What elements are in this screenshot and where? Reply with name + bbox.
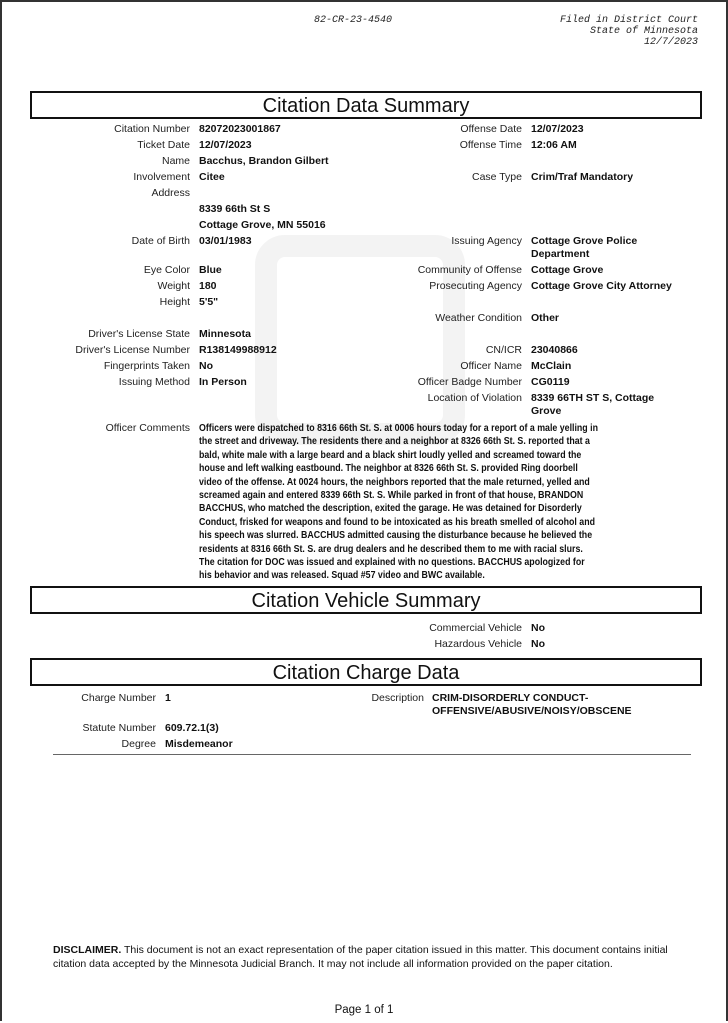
field-value: Other bbox=[531, 312, 560, 324]
degree: Misdemeanor bbox=[165, 738, 233, 750]
section-title-citation-data: Citation Data Summary bbox=[30, 91, 702, 119]
field-label: Date of Birth bbox=[131, 235, 190, 247]
field-label: Involvement bbox=[133, 171, 190, 183]
charge-number: 1 bbox=[165, 692, 171, 704]
commercial-vehicle-value: No bbox=[531, 622, 545, 634]
field-label: Location of Violation bbox=[427, 392, 522, 404]
field-label: Fingerprints Taken bbox=[103, 360, 190, 372]
field-label: Hazardous Vehicle bbox=[434, 638, 522, 650]
officer-comments-label: Officer Comments bbox=[105, 422, 190, 434]
field-label: Prosecuting Agency bbox=[429, 280, 522, 292]
field-value: Cottage Grove Police bbox=[531, 235, 638, 247]
case-number: 82-CR-23-4540 bbox=[314, 15, 393, 26]
field-value: 82072023001867 bbox=[199, 123, 281, 135]
hazardous-vehicle-value: No bbox=[531, 638, 545, 650]
comment-line: bald, white male with a large beard and a black shirt loudly yelled and screamed toward the bbox=[199, 448, 582, 461]
field-label: Driver's License Number bbox=[75, 344, 190, 356]
statute-number: 609.72.1(3) bbox=[165, 722, 219, 734]
comment-line: his speech was slurred. BACCHUS admitted causing the disturbance because he believed the bbox=[199, 529, 593, 542]
field-value: Bacchus, Brandon Gilbert bbox=[199, 155, 329, 167]
field-value: 12/07/2023 bbox=[531, 123, 584, 135]
field-value: Citee bbox=[199, 171, 225, 183]
field-value: 12:06 AM bbox=[531, 139, 577, 151]
filed-line: Filed in District Court bbox=[559, 15, 698, 26]
filed-line: State of Minnesota bbox=[589, 26, 698, 37]
charge-description-line2: OFFENSIVE/ABUSIVE/NOISY/OBSCENE bbox=[432, 705, 632, 717]
filed-stamp bbox=[560, 15, 698, 48]
field-label: Issuing Agency bbox=[451, 235, 522, 247]
field-label: Case Type bbox=[471, 171, 522, 183]
section-title-charge: Citation Charge Data bbox=[30, 658, 702, 686]
field-value: 8339 66TH ST S, Cottage bbox=[531, 392, 655, 404]
field-value: CG0119 bbox=[531, 376, 570, 388]
field-value: Crim/Traf Mandatory bbox=[531, 171, 634, 183]
field-label: CN/ICR bbox=[485, 344, 522, 356]
comment-line: his behavior and was released. Squad #57 video and BWC available. bbox=[199, 569, 485, 582]
comment-line: the street and driveway. The residents there and a neighbor at 8326 66th St. S. reported that a bbox=[199, 435, 590, 448]
disclaimer-text: This document is not an exact representation of the paper citation issued in this matter. This document contains initial citation data accepted by the Minnesota Judicial Branch. It may not include all information provided on the paper citation. bbox=[53, 944, 668, 970]
field-label: Issuing Method bbox=[118, 376, 190, 388]
comment-line: house and left walking eastbound. The neighbor at 8326 66th St. S. provided Ring doorbell bbox=[199, 462, 578, 475]
field-label: Degree bbox=[121, 738, 156, 750]
field-label: Community of Offense bbox=[417, 264, 522, 276]
comment-line: video of the offense. At 0024 hours, the neighbors reported that the male returned, yelled and bbox=[199, 475, 590, 488]
disclaimer-heading: DISCLAIMER. bbox=[53, 944, 122, 956]
field-label: Charge Number bbox=[81, 692, 156, 704]
field-value: R138149988912 bbox=[199, 344, 277, 356]
field-label: Driver's License State bbox=[88, 328, 190, 340]
field-label: Commercial Vehicle bbox=[429, 622, 522, 634]
field-value: 180 bbox=[199, 280, 217, 292]
field-label: Weight bbox=[157, 280, 190, 292]
field-value: Blue bbox=[199, 264, 222, 276]
charge-description: CRIM-DISORDERLY CONDUCT- bbox=[432, 692, 589, 704]
section-title-vehicle: Citation Vehicle Summary bbox=[30, 586, 702, 614]
field-label: Eye Color bbox=[143, 264, 190, 276]
field-value: Cottage Grove bbox=[531, 264, 604, 276]
field-value: Cottage Grove City Attorney bbox=[531, 280, 672, 292]
field-label: Name bbox=[161, 155, 190, 167]
field-value: Cottage Grove, MN 55016 bbox=[199, 219, 326, 231]
officer-comments bbox=[199, 422, 598, 583]
field-value: 03/01/1983 bbox=[199, 235, 252, 247]
comment-line: screamed again and entered 8339 66th St. S. While parked in front of that house, BRANDON bbox=[199, 489, 584, 502]
filed-line: 12/7/2023 bbox=[643, 37, 698, 48]
field-value: McClain bbox=[531, 360, 572, 372]
page-number: Page 1 of 1 bbox=[334, 1004, 394, 1016]
comment-line: residents at 8316 66th St. S. are drug dealers and he described them to me with racial slurs. bbox=[199, 542, 583, 555]
field-label: Offense Date bbox=[460, 123, 522, 135]
field-label: Offense Time bbox=[459, 139, 522, 151]
field-label: Address bbox=[151, 187, 190, 199]
field-value: 12/07/2023 bbox=[199, 139, 252, 151]
field-value: 23040866 bbox=[531, 344, 578, 356]
comment-line: BACCHUS, who matched the description, exited the garage. He was detained for Disorderly bbox=[199, 502, 582, 515]
comment-line: Conduct, frisked for weapons and found to be intoxicated as his breath smelled of alcohol and bbox=[199, 515, 595, 528]
comment-line: Officers were dispatched to 8316 66th St. S. at 0006 hours today for a report of a male yelling in bbox=[199, 422, 598, 434]
field-label: Description bbox=[371, 692, 424, 704]
field-value: No bbox=[199, 360, 213, 372]
field-label: Ticket Date bbox=[137, 139, 190, 151]
field-value-continued: Grove bbox=[531, 405, 562, 417]
comment-line: The citation for DOC was issued and explained with no questions. BACCHUS apologized for bbox=[199, 556, 585, 569]
field-label: Officer Name bbox=[460, 360, 522, 372]
disclaimer bbox=[53, 944, 678, 971]
field-label: Officer Badge Number bbox=[417, 376, 522, 388]
field-label: Height bbox=[159, 296, 190, 308]
field-value: Minnesota bbox=[199, 328, 251, 340]
field-value: 5'5" bbox=[199, 296, 219, 308]
field-value: 8339 66th St S bbox=[199, 203, 271, 215]
field-value: In Person bbox=[199, 376, 247, 388]
field-label: Weather Condition bbox=[435, 312, 522, 324]
field-value-continued: Department bbox=[531, 248, 590, 260]
field-label: Statute Number bbox=[82, 722, 156, 734]
divider bbox=[53, 754, 691, 755]
field-label: Citation Number bbox=[114, 123, 190, 135]
